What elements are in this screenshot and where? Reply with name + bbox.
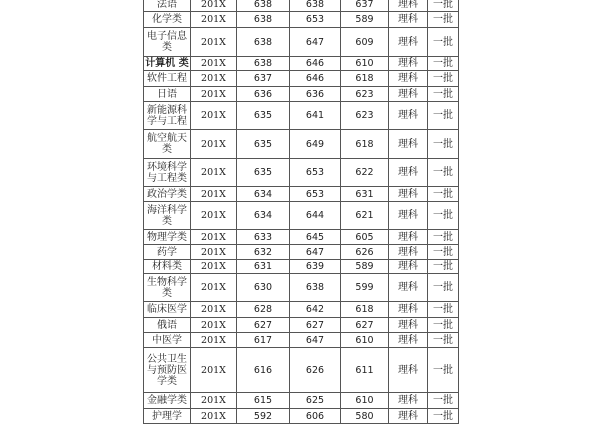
major-cell: 俄语 bbox=[144, 318, 191, 333]
category-cell: 理科 bbox=[389, 0, 428, 12]
avg-score-cell: 589 bbox=[341, 260, 389, 274]
category-cell: 理科 bbox=[389, 130, 428, 159]
avg-score-cell: 610 bbox=[341, 57, 389, 71]
year-cell: 201X bbox=[191, 28, 237, 57]
table-row bbox=[144, 102, 459, 130]
category-cell: 理科 bbox=[389, 260, 428, 274]
avg-score-cell: 589 bbox=[341, 12, 389, 28]
year-cell: 201X bbox=[191, 159, 237, 187]
avg-score-cell: 609 bbox=[341, 28, 389, 57]
batch-cell: 一批 bbox=[428, 102, 459, 130]
batch-cell: 一批 bbox=[428, 333, 459, 348]
table-body bbox=[144, 0, 459, 424]
table-row bbox=[144, 202, 459, 230]
category-cell: 理科 bbox=[389, 202, 428, 230]
category-cell: 理科 bbox=[389, 302, 428, 318]
table-row bbox=[144, 318, 459, 333]
max-score-cell: 647 bbox=[290, 28, 341, 57]
major-cell: 法语 bbox=[144, 0, 191, 12]
major-cell: 生物科学类 bbox=[144, 274, 191, 302]
batch-cell: 一批 bbox=[428, 318, 459, 333]
avg-score-cell: 618 bbox=[341, 302, 389, 318]
category-cell: 理科 bbox=[389, 230, 428, 245]
batch-cell: 一批 bbox=[428, 12, 459, 28]
major-cell: 航空航天类 bbox=[144, 130, 191, 159]
max-score-cell: 647 bbox=[290, 245, 341, 260]
max-score-cell: 644 bbox=[290, 202, 341, 230]
max-score-cell: 625 bbox=[290, 393, 341, 409]
category-cell: 理科 bbox=[389, 71, 428, 87]
avg-score-cell: 631 bbox=[341, 187, 389, 202]
category-cell: 理科 bbox=[389, 87, 428, 102]
year-cell: 201X bbox=[191, 302, 237, 318]
avg-score-cell: 623 bbox=[341, 87, 389, 102]
min-score-cell: 630 bbox=[237, 274, 290, 302]
batch-cell: 一批 bbox=[428, 260, 459, 274]
max-score-cell: 642 bbox=[290, 302, 341, 318]
year-cell: 201X bbox=[191, 202, 237, 230]
year-cell: 201X bbox=[191, 260, 237, 274]
avg-score-cell: 605 bbox=[341, 230, 389, 245]
max-score-cell: 653 bbox=[290, 159, 341, 187]
min-score-cell: 627 bbox=[237, 318, 290, 333]
major-cell: 日语 bbox=[144, 87, 191, 102]
max-score-cell: 645 bbox=[290, 230, 341, 245]
major-cell: 新能源科学与工程 bbox=[144, 102, 191, 130]
max-score-cell: 653 bbox=[290, 12, 341, 28]
avg-score-cell: 580 bbox=[341, 409, 389, 424]
batch-cell: 一批 bbox=[428, 130, 459, 159]
max-score-cell: 626 bbox=[290, 348, 341, 393]
table-row bbox=[144, 187, 459, 202]
major-cell: 药学 bbox=[144, 245, 191, 260]
avg-score-cell: 627 bbox=[341, 318, 389, 333]
table-row bbox=[144, 0, 459, 12]
batch-cell: 一批 bbox=[428, 0, 459, 12]
min-score-cell: 635 bbox=[237, 159, 290, 187]
major-cell: 计算机 类 bbox=[145, 58, 189, 69]
year-cell: 201X bbox=[191, 12, 237, 28]
batch-cell: 一批 bbox=[428, 57, 459, 71]
major-cell: 软件工程 bbox=[144, 71, 191, 87]
major-cell: 护理学 bbox=[144, 409, 191, 424]
batch-cell: 一批 bbox=[428, 348, 459, 393]
max-score-cell: 641 bbox=[290, 102, 341, 130]
avg-score-cell: 618 bbox=[341, 130, 389, 159]
batch-cell: 一批 bbox=[428, 159, 459, 187]
year-cell: 201X bbox=[191, 318, 237, 333]
year-cell: 201X bbox=[191, 57, 237, 71]
batch-cell: 一批 bbox=[428, 274, 459, 302]
year-cell: 201X bbox=[191, 130, 237, 159]
batch-cell: 一批 bbox=[428, 87, 459, 102]
table-row bbox=[144, 87, 459, 102]
year-cell: 201X bbox=[191, 0, 237, 12]
batch-cell: 一批 bbox=[428, 245, 459, 260]
category-cell: 理科 bbox=[389, 12, 428, 28]
max-score-cell: 606 bbox=[290, 409, 341, 424]
table-row bbox=[144, 230, 459, 245]
table-row bbox=[144, 348, 459, 393]
table-row bbox=[144, 393, 459, 409]
year-cell: 201X bbox=[191, 333, 237, 348]
batch-cell: 一批 bbox=[428, 202, 459, 230]
category-cell: 理科 bbox=[389, 245, 428, 260]
batch-cell: 一批 bbox=[428, 393, 459, 409]
score-table bbox=[143, 0, 459, 424]
year-cell: 201X bbox=[191, 230, 237, 245]
avg-score-cell: 618 bbox=[341, 71, 389, 87]
category-cell: 理科 bbox=[389, 187, 428, 202]
min-score-cell: 636 bbox=[237, 87, 290, 102]
year-cell: 201X bbox=[191, 71, 237, 87]
category-cell: 理科 bbox=[389, 409, 428, 424]
major-cell: 化学类 bbox=[144, 12, 191, 28]
batch-cell: 一批 bbox=[428, 409, 459, 424]
max-score-cell: 627 bbox=[290, 318, 341, 333]
max-score-cell: 647 bbox=[290, 333, 341, 348]
category-cell: 理科 bbox=[389, 393, 428, 409]
min-score-cell: 633 bbox=[237, 230, 290, 245]
max-score-cell: 639 bbox=[290, 260, 341, 274]
table-row bbox=[144, 28, 459, 57]
max-score-cell: 649 bbox=[290, 130, 341, 159]
category-cell: 理科 bbox=[389, 348, 428, 393]
min-score-cell: 638 bbox=[237, 57, 290, 71]
table-row bbox=[144, 302, 459, 318]
batch-cell: 一批 bbox=[428, 71, 459, 87]
min-score-cell: 634 bbox=[237, 202, 290, 230]
min-score-cell: 637 bbox=[237, 71, 290, 87]
major-cell: 物理学类 bbox=[144, 230, 191, 245]
min-score-cell: 635 bbox=[237, 102, 290, 130]
min-score-cell: 634 bbox=[237, 187, 290, 202]
major-cell: 临床医学 bbox=[144, 302, 191, 318]
category-cell: 理科 bbox=[389, 318, 428, 333]
avg-score-cell: 621 bbox=[341, 202, 389, 230]
category-cell: 理科 bbox=[389, 274, 428, 302]
year-cell: 201X bbox=[191, 409, 237, 424]
avg-score-cell: 623 bbox=[341, 102, 389, 130]
max-score-cell: 638 bbox=[290, 0, 341, 12]
avg-score-cell: 610 bbox=[341, 393, 389, 409]
batch-cell: 一批 bbox=[428, 230, 459, 245]
year-cell: 201X bbox=[191, 274, 237, 302]
year-cell: 201X bbox=[191, 102, 237, 130]
table-row bbox=[144, 260, 459, 274]
major-cell: 政治学类 bbox=[144, 187, 191, 202]
avg-score-cell: 610 bbox=[341, 333, 389, 348]
year-cell: 201X bbox=[191, 187, 237, 202]
year-cell: 201X bbox=[191, 393, 237, 409]
min-score-cell: 615 bbox=[237, 393, 290, 409]
min-score-cell: 631 bbox=[237, 260, 290, 274]
table-row bbox=[144, 159, 459, 187]
min-score-cell: 638 bbox=[237, 28, 290, 57]
min-score-cell: 632 bbox=[237, 245, 290, 260]
year-cell: 201X bbox=[191, 348, 237, 393]
avg-score-cell: 599 bbox=[341, 274, 389, 302]
year-cell: 201X bbox=[191, 245, 237, 260]
min-score-cell: 592 bbox=[237, 409, 290, 424]
min-score-cell: 628 bbox=[237, 302, 290, 318]
min-score-cell: 635 bbox=[237, 130, 290, 159]
category-cell: 理科 bbox=[389, 57, 428, 71]
max-score-cell: 653 bbox=[290, 187, 341, 202]
batch-cell: 一批 bbox=[428, 302, 459, 318]
major-cell: 金融学类 bbox=[144, 393, 191, 409]
max-score-cell: 636 bbox=[290, 87, 341, 102]
major-cell: 海洋科学类 bbox=[144, 202, 191, 230]
major-cell: 材料类 bbox=[144, 260, 191, 274]
table-row bbox=[144, 245, 459, 260]
max-score-cell: 638 bbox=[290, 274, 341, 302]
table-row bbox=[144, 71, 459, 87]
table-row bbox=[144, 12, 459, 28]
category-cell: 理科 bbox=[389, 28, 428, 57]
avg-score-cell: 611 bbox=[341, 348, 389, 393]
major-cell: 电子信息类 bbox=[144, 28, 191, 57]
major-cell: 公共卫生与预防医学类 bbox=[144, 348, 191, 393]
min-score-cell: 638 bbox=[237, 12, 290, 28]
avg-score-cell: 622 bbox=[341, 159, 389, 187]
category-cell: 理科 bbox=[389, 159, 428, 187]
category-cell: 理科 bbox=[389, 102, 428, 130]
year-cell: 201X bbox=[191, 87, 237, 102]
table-row bbox=[144, 274, 459, 302]
min-score-cell: 617 bbox=[237, 333, 290, 348]
max-score-cell: 646 bbox=[290, 57, 341, 71]
table-row bbox=[144, 409, 459, 424]
max-score-cell: 646 bbox=[290, 71, 341, 87]
table-row bbox=[144, 333, 459, 348]
batch-cell: 一批 bbox=[428, 28, 459, 57]
table-row bbox=[144, 130, 459, 159]
category-cell: 理科 bbox=[389, 333, 428, 348]
major-cell: 中医学 bbox=[144, 333, 191, 348]
avg-score-cell: 626 bbox=[341, 245, 389, 260]
avg-score-cell: 637 bbox=[341, 0, 389, 12]
batch-cell: 一批 bbox=[428, 187, 459, 202]
table-row bbox=[144, 57, 459, 71]
min-score-cell: 616 bbox=[237, 348, 290, 393]
major-cell: 环境科学与工程类 bbox=[144, 159, 191, 187]
min-score-cell: 638 bbox=[237, 0, 290, 12]
